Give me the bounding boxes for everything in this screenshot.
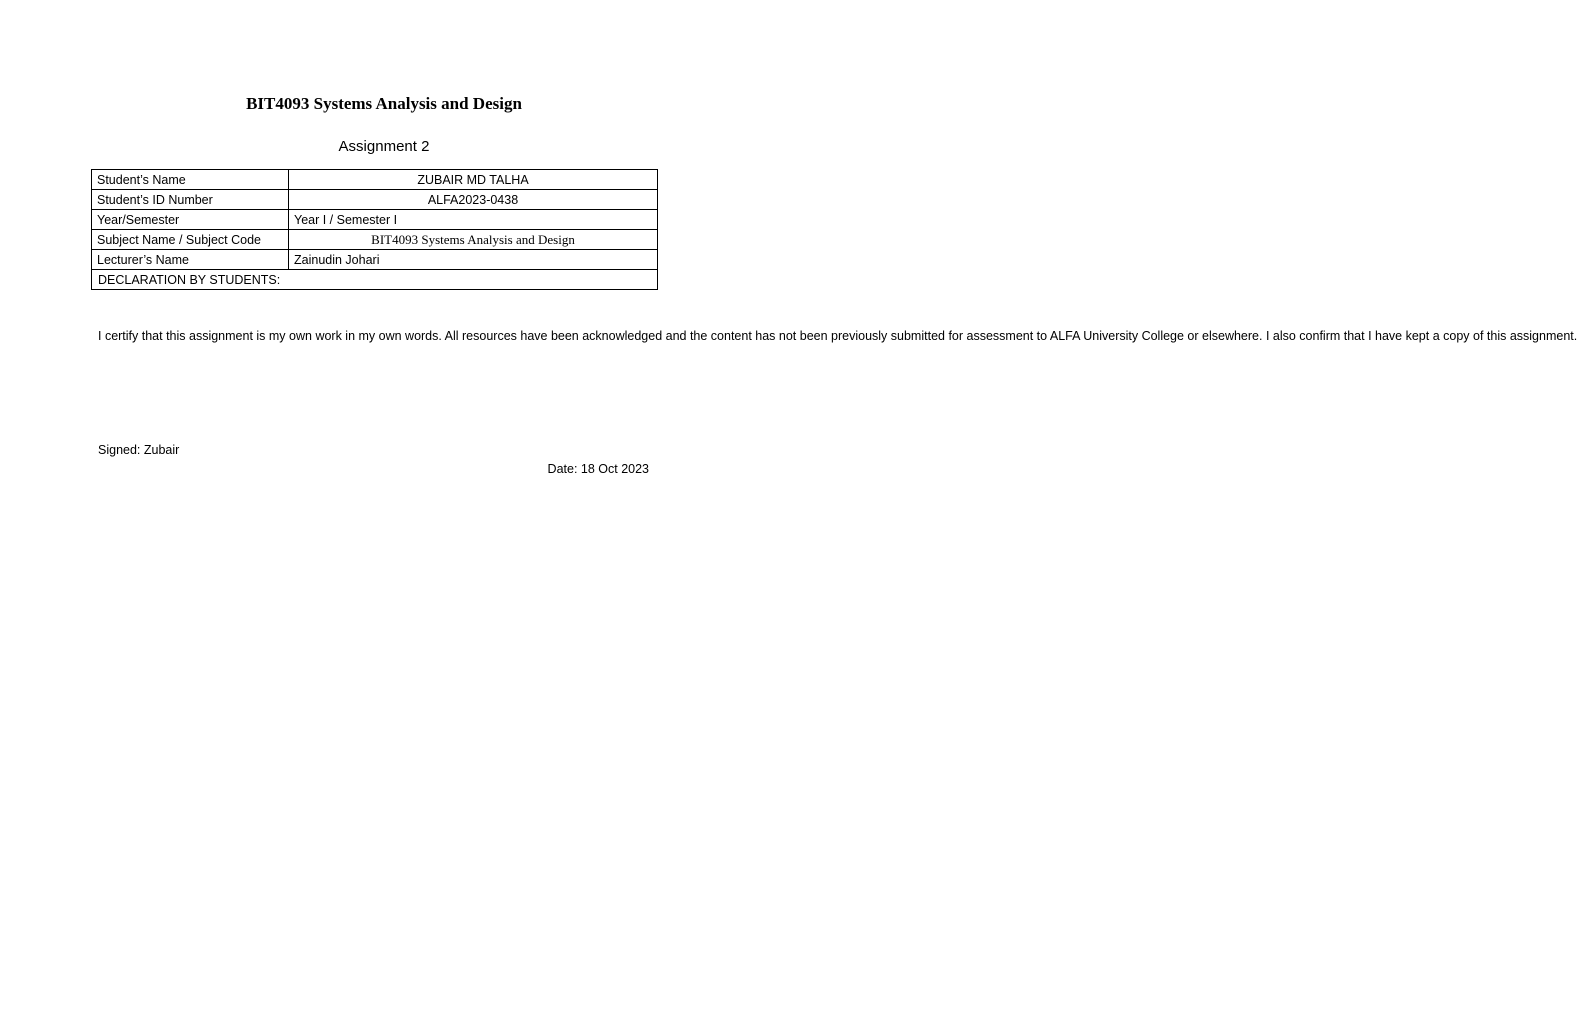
declaration-heading: DECLARATION BY STUDENTS: bbox=[98, 273, 281, 287]
lecturer-name-value: Zainudin Johari bbox=[289, 250, 658, 270]
declaration-text: I certify that this assignment is my own work in my own words. All resources have been acknowledged and the content has not been previously submitted for assessment to ALFA University College or elsewhere. I also confirm that I have kept a copy of this assignment. bbox=[98, 329, 1577, 343]
table-row bbox=[92, 190, 658, 210]
declaration-date: Date: 18 Oct 2023 bbox=[547, 462, 649, 476]
subject-label: Subject Name / Subject Code bbox=[92, 230, 289, 250]
subject-value: BIT4093 Systems Analysis and Design bbox=[289, 230, 658, 250]
assignment-subtitle: Assignment 2 bbox=[338, 138, 430, 155]
student-id-value: ALFA2023-0438 bbox=[289, 190, 658, 210]
student-id-label: Student’s ID Number bbox=[92, 190, 289, 210]
table-row bbox=[92, 230, 658, 250]
table-row bbox=[92, 210, 658, 230]
year-semester-value: Year I / Semester I bbox=[289, 210, 658, 230]
cover-sheet-table bbox=[91, 169, 1577, 476]
declaration-row bbox=[92, 270, 658, 290]
lecturer-name-label: Lecturer’s Name bbox=[92, 250, 289, 270]
table-row bbox=[92, 170, 658, 190]
table-row bbox=[92, 250, 658, 270]
document-title: BIT4093 Systems Analysis and Design bbox=[246, 94, 522, 113]
declaration-cell bbox=[92, 270, 1577, 476]
signature-line: Signed: Zubair bbox=[98, 443, 180, 457]
student-name-label: Student’s Name bbox=[92, 170, 289, 190]
year-semester-label: Year/Semester bbox=[92, 210, 289, 230]
student-name-value: ZUBAIR MD TALHA bbox=[289, 170, 658, 190]
